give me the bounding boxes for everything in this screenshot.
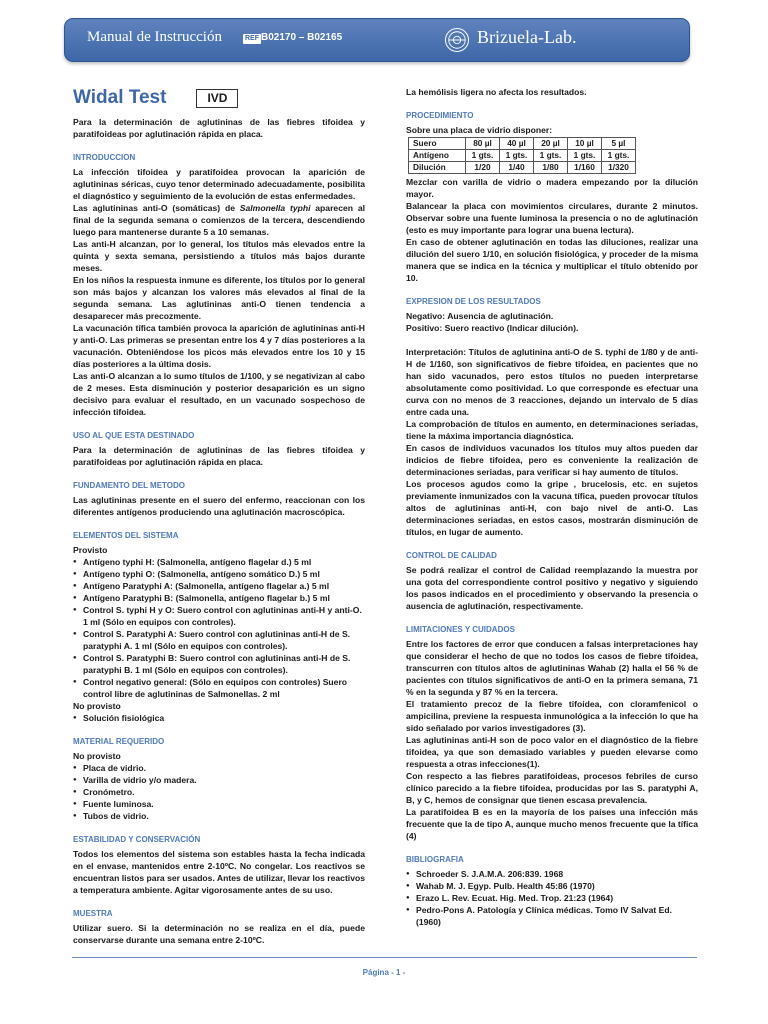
list-item: ● Fuente luminosa. <box>73 798 365 810</box>
intro-paragraph-6: Las anti-O alcanzan a lo sumo títulos de 1/100, y se negativizan al cabo de 2 meses. Esta disminución y posterior desaparición es un signo decisivo para evaluar el resultado, en un vacunado sospechoso de infección tifoidea. <box>73 371 365 417</box>
intro-purpose: Para la determinación de aglutininas de las fiebres tifoidea y paratifoideas por aglutinación rápida en placa. <box>73 117 365 139</box>
list-item: ● Cronómetro. <box>73 786 365 798</box>
brand-logo-icon <box>445 28 469 52</box>
list-item: ● Schroeder S. J.A.M.A. 206:839. 1968 <box>406 868 698 880</box>
procedimiento-paragraph-1: Mezclar con varilla de vidrio o madera empezando por la dilución mayor. <box>406 177 698 199</box>
list-item: ● Wahab M. J. Egyp. Pulb. Health 45:86 (1970) <box>406 880 698 892</box>
right-column <box>406 86 698 928</box>
list-item: ● Tubos de vidrio. <box>73 810 365 822</box>
provisto-label: Provisto <box>73 545 108 555</box>
list-item: ● Antígeno Paratyphi A: (Salmonella, antígeno flagelar a.) 5 ml <box>73 580 365 592</box>
hemolisis-note: La hemólisis ligera no afecta los resultados. <box>406 87 587 97</box>
table-row <box>409 162 636 174</box>
section-heading-elementos: ELEMENTOS DEL SISTEMA <box>73 531 179 540</box>
page-number: Página - 1 - <box>362 968 406 977</box>
section-heading-procedimiento: PROCEDIMIENTO <box>406 111 474 120</box>
section-heading-estabilidad: ESTABILIDAD Y CONSERVACIÓN <box>73 835 201 844</box>
table-cell: 40 µl <box>500 138 534 150</box>
muestra-text: Utilizar suero. Si la determinación no se realiza en el día, puede conservarse durante una semana entre 2-10ºC. <box>73 923 365 945</box>
intro-paragraph-3: Las anti-H alcanzan, por lo general, los títulos más elevados entre la quinta y sexta semana, persistiendo a títulos más bajos durante meses. <box>73 239 365 273</box>
page-title: Widal Test <box>73 87 167 108</box>
estabilidad-text: Todos los elementos del sistema son estables hasta la fecha indicada en el envase, mantenidos entre 2-10ºC. No congelar. Los reactivos se encuentran listos para ser usados. Antes de utilizar, llevar los reactivos a temperatura ambiente. Agitar vigorosamente antes de su uso. <box>73 849 365 895</box>
limitaciones-paragraph-5: La paratifoidea B es en la mayoría de los países una infección más frecuente que la de tipo A, aunque mucho menos frecuente que la tífica (4) <box>406 807 698 841</box>
table-cell: 1/320 <box>602 162 636 174</box>
no-provisto-label: No provisto <box>73 701 121 711</box>
table-cell: 10 µl <box>568 138 602 150</box>
section-heading-muestra: MUESTRA <box>73 909 113 918</box>
section-heading-control: CONTROL DE CALIDAD <box>406 551 497 560</box>
limitaciones-paragraph-3: Las aglutininas anti-H son de poco valor en el diagnóstico de la fiebre tifoidea, ya que son demasiado variables y pueden elevarse como respuesta a otras infecciones(1). <box>406 735 698 769</box>
limitaciones-paragraph-4: Con respecto a las fiebres paratifoideas, procesos febriles de curso clínico parecido a la fiebre tifoidea, producidas por las S. paratyphi A, B, y C, hemos de consignar que tienen escasa prevalencia. <box>406 771 698 805</box>
table-cell: 1 gts. <box>500 150 534 162</box>
table-cell: 1 gts. <box>568 150 602 162</box>
list-item: ● Antígeno Paratyphi B: (Salmonella, antígeno flagelar b.) 5 ml <box>73 592 365 604</box>
section-heading-fundamento: FUNDAMENTO DEL METODO <box>73 481 186 490</box>
section-heading-introduccion: INTRODUCCION <box>73 153 136 162</box>
fundamento-text: Las aglutininas presente en el suero del enfermo, reaccionan con los diferentes antígenos produciendo una aglutinación macroscópica. <box>73 495 365 517</box>
table-cell: 5 µl <box>602 138 636 150</box>
no-provisto-list <box>73 712 365 724</box>
left-column <box>73 86 365 946</box>
expresion-paragraph-3: En casos de individuos vacunados los títulos muy altos pueden dar indicios de fiebre tifoidea, pero es conveniente la realización de determinaciones seriadas, para verificar si hay aumento de títulos. <box>406 443 698 477</box>
intro-paragraph-4: En los niños la respuesta inmune es diferente, los títulos por lo general son más bajos y alcanzan los valores más elevados al final de la segunda semana. Las aglutininas anti-O tienen tendencia a desaparecer más precozmente. <box>73 275 365 321</box>
table-cell: Antígeno <box>409 150 466 162</box>
section-heading-limitaciones: LIMITACIONES Y CUIDADOS <box>406 625 515 634</box>
section-heading-expresion: EXPRESION DE LOS RESULTADOS <box>406 297 541 306</box>
ivd-badge: IVD <box>196 89 238 108</box>
list-item: ● Control S. typhi H y O: Suero control con aglutininas anti-H y anti-O. 1 ml (Sólo en equipos con controles). <box>73 604 365 628</box>
material-list <box>73 762 365 822</box>
ref-codes: B02170 – B02165 <box>261 32 343 43</box>
list-item: ● Antígeno typhi O: (Salmonella, antígeno somático D.) 5 ml <box>73 568 365 580</box>
list-item: ● Pedro-Pons A. Patología y Clínica médicas. Tomo IV Salvat Ed. (1960) <box>406 904 698 928</box>
list-item: ● Varilla de vidrio y/o madera. <box>73 774 365 786</box>
bibliografia-list <box>406 868 698 928</box>
procedimiento-paragraph-3: En caso de obtener aglutinación en todas las diluciones, realizar una dilución del suero 1/10, en solución fisiológica, y proceder de la misma manera que se indica en la técnica y multiplicar el título obtenido por 10. <box>406 237 698 283</box>
procedimiento-paragraph-2: Balancear la placa con movimientos circulares, durante 2 minutos. Observar sobre una fuente luminosa la presencia o no de aglutinación (esto es muy importante para lograr una buena lectura). <box>406 201 698 235</box>
table-cell: 1/80 <box>534 162 568 174</box>
list-item: ● Control negativo general: (Sólo en equipos con controles) Suero control libre de aglutininas de Salmonellas. 2 ml <box>73 676 365 700</box>
table-cell: 1/20 <box>466 162 500 174</box>
manual-title: Manual de Instrucción <box>87 29 222 45</box>
table-cell: 1/160 <box>568 162 602 174</box>
expresion-paragraph-4: Los procesos agudos como la gripe , brucelosis, etc. en sujetos previamente inmunizados con la vacuna tífica, pueden provocar títulos altos de aglutininas anti-H, con bajo nivel de anti-O. Las determinaciones seriadas, en estos casos, mostrarán disminución de títulos, en lugar de aumento. <box>406 479 698 537</box>
title-row <box>73 86 365 110</box>
header-bar <box>64 18 690 62</box>
procedure-table <box>408 137 636 174</box>
table-row <box>409 150 636 162</box>
procedimiento-lead: Sobre una placa de vidrio disponer: <box>406 125 553 135</box>
ref-symbol: REF <box>245 35 259 42</box>
list-item: ● Erazo L. Rev. Ecuat. Hig. Med. Trop. 21:23 (1964) <box>406 892 698 904</box>
footer-divider <box>72 957 697 958</box>
control-text: Se podrá realizar el control de Calidad reemplazando la muestra por una gota del correspondiente control positivo y negativo y siguiendo los pasos indicados en el procedimiento y observando la presencia o ausencia de aglutinación, respectivamente. <box>406 565 698 611</box>
resultado-positivo: Positivo: Suero reactivo (Indicar dilución). <box>406 323 579 333</box>
section-heading-bibliografia: BIBLIOGRAFIA <box>406 855 464 864</box>
table-cell: 80 µl <box>466 138 500 150</box>
limitaciones-paragraph-1: Entre los factores de error que conducen a falsas interpretaciones hay que considerar el hecho de que no todos los casos de fiebre tifoidea, transcurren con títulos altos de aglutininas Wahab (2) halla el 56 % de pacientes con títulos significativos de anti-O en la primera semana, 71 % en la segunda y 87 % en la tercera. <box>406 639 698 697</box>
table-cell: 1 gts. <box>602 150 636 162</box>
elementos-list <box>73 556 365 700</box>
expresion-paragraph-1: Interpretación: Títulos de aglutinina anti-O de S. typhi de 1/80 y de anti-H de 1/160, son significativos de fiebre tifoidea, en pacientes que no han sido vacunados, pero estos títulos no pueden interpretarse absolutamente como positividad. Lo que corresponde es efectuar una curva con no menos de 3 reacciones, dejando un intervalo de 5 días entre cada una. <box>406 347 698 417</box>
expresion-paragraph-2: La comprobación de títulos en aumento, en determinaciones seriadas, tiene la máxima importancia diagnóstica. <box>406 419 698 441</box>
section-heading-uso: USO AL QUE ESTA DESTINADO <box>73 431 195 440</box>
list-item: ● Placa de vidrio. <box>73 762 365 774</box>
table-cell: 1/40 <box>500 162 534 174</box>
table-cell: 1 gts. <box>534 150 568 162</box>
table-cell: Dilución <box>409 162 466 174</box>
list-item: ● Control S. Paratyphi A: Suero control con aglutininas anti-H de S. paratyphi A. 1 ml (Sólo en equipos con controles). <box>73 628 365 652</box>
brand-name: Brizuela-Lab. <box>477 27 577 47</box>
list-item: ● Control S. Paratyphi B: Suero control con aglutininas anti-H de S. paratyphi B. 1 ml (Sólo en equipos con controles). <box>73 652 365 676</box>
list-item: ● Antígeno typhi H: (Salmonella, antígeno flagelar d.) 5 ml <box>73 556 365 568</box>
intro-paragraph-1: La infección tifoidea y paratifoidea provocan la aparición de aglutininas séricas, cuyo tenor determinado adecuadamente, posibilita el diagnóstico y seguimiento de la evolución de estas enfermedades. <box>73 167 365 201</box>
table-cell: 1 gts. <box>466 150 500 162</box>
intro-paragraph-5: La vacunación tífica también provoca la aparición de aglutininas anti-H y anti-O. Las primeras se presentan entre los 4 y 7 días posteriores a la vacunación. Obteniéndose los picos más elevados entre los 10 y 15 días posteriores a la última dosis. <box>73 323 365 369</box>
resultado-negativo: Negativo: Ausencia de aglutinación. <box>406 311 554 321</box>
limitaciones-paragraph-2: El tratamiento precoz de la fiebre tifoidea, con cloramfenicol o ampicilina, previene la respuesta inmunológica a la infección lo que ha sido señalado por varios investigadores (3). <box>406 699 698 733</box>
intro-paragraph-2: Las aglutininas anti-O (somáticas) de Salmonella typhi aparecen al final de la segunda semana o comienzos de la tercera, descendiendo luego para mantenerse durante 5 a 10 semanas. <box>73 203 365 237</box>
uso-text: Para la determinación de aglutininas de las fiebres tifoidea y paratifoideas por aglutinación rápida en placa. <box>73 445 365 467</box>
list-item: ● Solución fisiológica <box>73 712 365 724</box>
table-row <box>409 138 636 150</box>
section-heading-material: MATERIAL REQUERIDO <box>73 737 165 746</box>
material-no-provisto-label: No provisto <box>73 751 121 761</box>
table-cell: 20 µl <box>534 138 568 150</box>
table-cell: Suero <box>409 138 466 150</box>
